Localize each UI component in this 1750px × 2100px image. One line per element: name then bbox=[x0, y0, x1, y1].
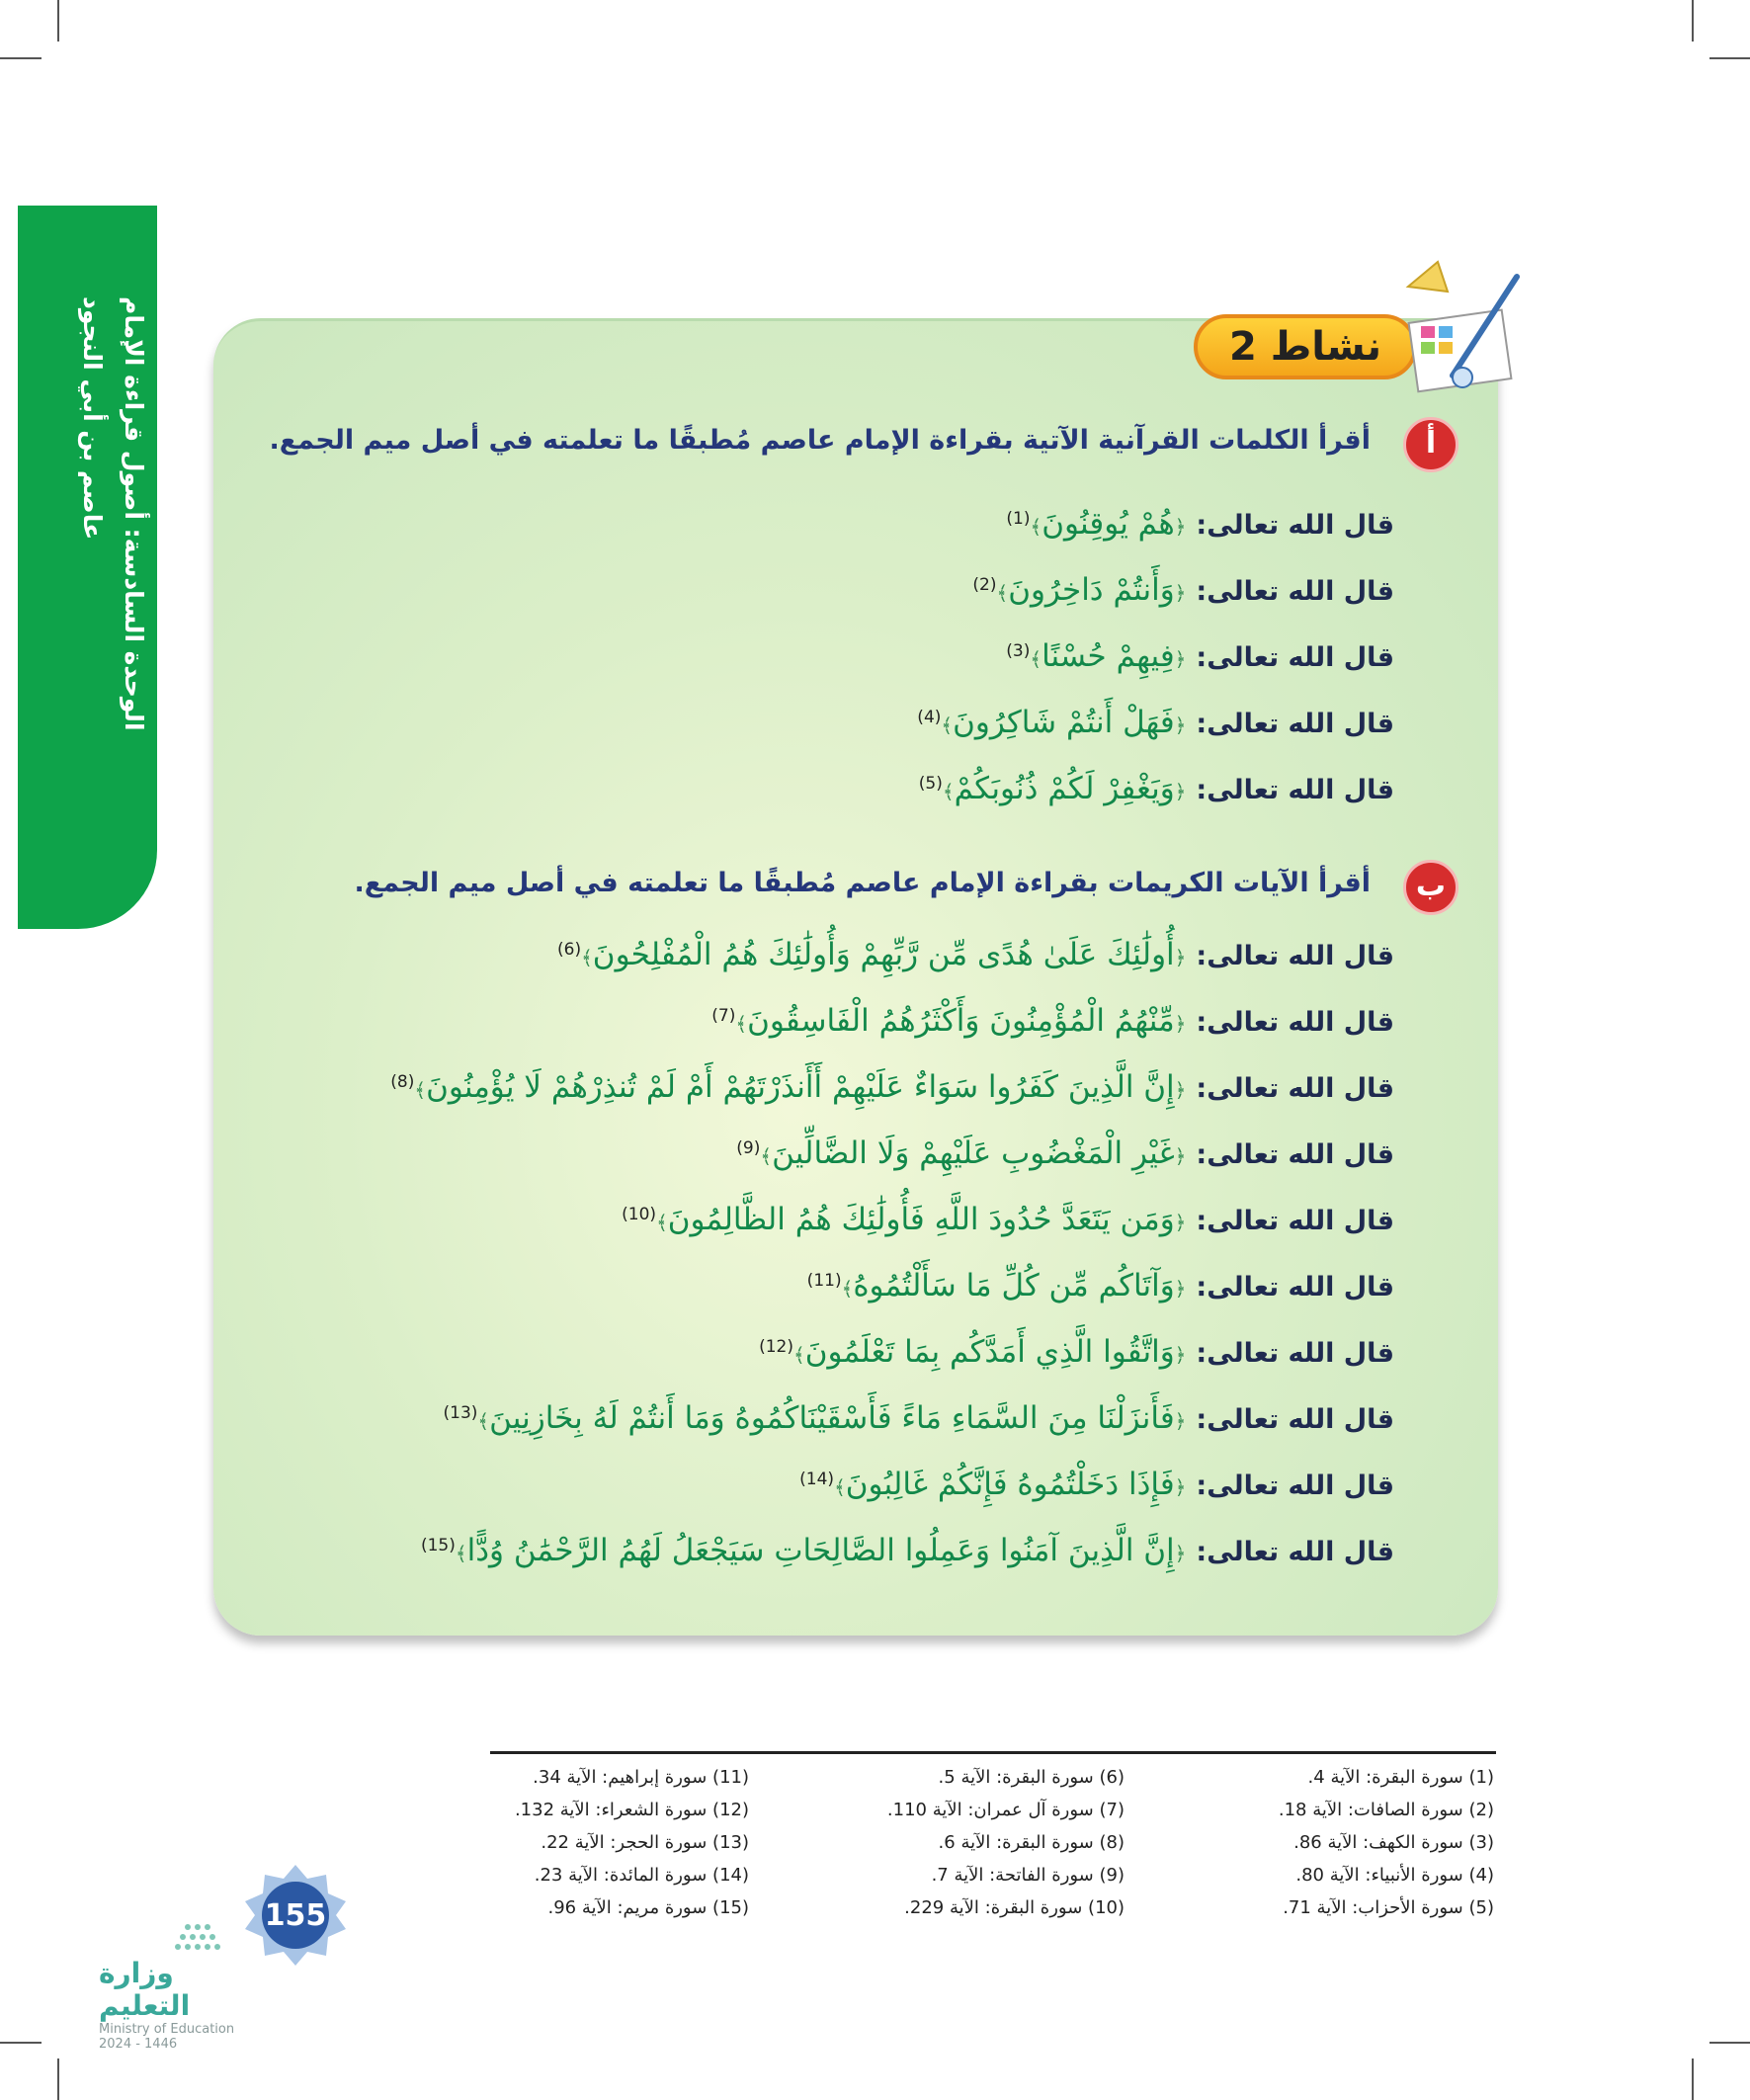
footnote-ref: (12) bbox=[759, 1337, 793, 1357]
ornament-close-icon: ﴾ bbox=[414, 1078, 427, 1102]
footnote-ref: (1) bbox=[1006, 509, 1031, 529]
ornament-open-icon: ﴿ bbox=[1174, 1409, 1187, 1433]
verse-text: فَأَنزَلْنَا مِنَ السَّمَاءِ مَاءً فَأَسْقَيْنَاكُمُوهُ وَمَا أَنتُمْ لَهُ بِخَازِنِينَ bbox=[489, 1400, 1175, 1436]
ornament-close-icon: ﴾ bbox=[941, 714, 954, 737]
section-b-verse-row bbox=[711, 1003, 1394, 1054]
ornament-close-icon: ﴾ bbox=[1030, 515, 1042, 539]
footnote-ref: (14) bbox=[799, 1470, 835, 1489]
verse-text: فَإِذَا دَخَلْتُمُوهُ فَإِنَّكُمْ غَالِبُونَ bbox=[845, 1467, 1175, 1502]
footnote-item: (7) سورة آل عمران: الآية 110. bbox=[886, 1800, 1125, 1820]
section-a-marker: أ bbox=[1403, 417, 1458, 472]
footnote-item: (11) سورة إبراهيم: الآية 34. bbox=[533, 1767, 749, 1788]
footnote-item: (14) سورة المائدة: الآية 23. bbox=[534, 1865, 749, 1886]
verse-text: هُمْ يُوقِنُونَ bbox=[1042, 506, 1175, 542]
ornament-open-icon: ﴿ bbox=[1174, 1144, 1187, 1168]
verse-text: أُولَٰئِكَ عَلَىٰ هُدًى مِّن رَّبِّهِمْ وَأُولَٰئِكَ هُمُ الْمُفْلِحُونَ bbox=[592, 937, 1175, 972]
ornament-close-icon: ﴾ bbox=[841, 1277, 854, 1301]
verse-label: قال الله تعالى: bbox=[1196, 941, 1394, 971]
footnote-item: (4) سورة الأنبياء: الآية 80. bbox=[1295, 1865, 1494, 1886]
crop-mark bbox=[0, 2042, 42, 2044]
footnote-item: (13) سورة الحجر: الآية 22. bbox=[541, 1832, 749, 1853]
verse-text: إِنَّ الَّذِينَ كَفَرُوا سَوَاءٌ عَلَيْهِمْ أَأَنذَرْتَهُمْ أَمْ لَمْ تُنذِرْهُمْ لَا يُؤْمِنُونَ bbox=[426, 1069, 1175, 1105]
verse-label: قال الله تعالى: bbox=[1196, 1404, 1394, 1435]
section-b-verse-row bbox=[444, 1400, 1395, 1452]
ornament-open-icon: ﴿ bbox=[1174, 1475, 1187, 1499]
verse-label: قال الله تعالى: bbox=[1196, 1537, 1394, 1567]
section-a-verse-row bbox=[917, 705, 1394, 756]
ornament-close-icon: ﴾ bbox=[477, 1409, 490, 1433]
ornament-open-icon: ﴿ bbox=[1174, 714, 1187, 737]
verse-label: قال الله تعالى: bbox=[1196, 1470, 1394, 1501]
verse-text: وَيَغْفِرْ لَكُمْ ذُنُوبَكُمْ bbox=[954, 771, 1175, 806]
ornament-open-icon: ﴿ bbox=[1174, 515, 1187, 539]
verse-label: قال الله تعالى: bbox=[1196, 709, 1394, 739]
crop-mark bbox=[1692, 0, 1694, 42]
verse-label: قال الله تعالى: bbox=[1196, 510, 1394, 541]
ornament-open-icon: ﴿ bbox=[1174, 1277, 1187, 1301]
section-b-instruction: أقرأ الآيات الكريمات بقراءة الإمام عاصم مُطبقًا ما تعلمته في أصل ميم الجمع. bbox=[354, 868, 1371, 898]
verse-label: قال الله تعالى: bbox=[1196, 576, 1394, 607]
ministry-dots-icon bbox=[168, 1917, 247, 1957]
crop-mark bbox=[1709, 2042, 1750, 2044]
ornament-close-icon: ﴾ bbox=[793, 1343, 805, 1367]
ornament-open-icon: ﴿ bbox=[1174, 1542, 1187, 1565]
section-b-marker: ب bbox=[1403, 860, 1458, 915]
verse-label: قال الله تعالى: bbox=[1196, 775, 1394, 805]
footnote-item: (6) سورة البقرة: الآية 5. bbox=[938, 1767, 1125, 1788]
ornament-close-icon: ﴾ bbox=[760, 1144, 773, 1168]
ornament-open-icon: ﴿ bbox=[1174, 780, 1187, 803]
verse-text: فِيهِمْ حُسْنًا bbox=[1042, 638, 1175, 674]
verse-text: وَاتَّقُوا الَّذِي أَمَدَّكُم بِمَا تَعْلَمُونَ bbox=[804, 1334, 1175, 1370]
footnote-ref: (8) bbox=[390, 1072, 415, 1092]
section-b-verse-row bbox=[557, 937, 1394, 988]
ornament-close-icon: ﴾ bbox=[834, 1475, 846, 1499]
footnote-item: (2) سورة الصافات: الآية 18. bbox=[1278, 1800, 1494, 1820]
footnote-ref: (6) bbox=[556, 940, 582, 960]
verse-text: وَأَنتُمْ دَاخِرُونَ bbox=[1008, 572, 1175, 608]
verse-text: غَيْرِ الْمَغْضُوبِ عَلَيْهِمْ وَلَا الضَّالِّينَ bbox=[772, 1135, 1175, 1171]
footnote-ref: (3) bbox=[1006, 641, 1031, 661]
unit-side-title bbox=[20, 296, 154, 850]
section-b-verse-row bbox=[421, 1533, 1394, 1584]
section-a-verse-row bbox=[919, 771, 1394, 822]
page-number: 155 bbox=[264, 1898, 327, 1933]
ornament-open-icon: ﴿ bbox=[1174, 1343, 1187, 1367]
footnote-ref: (5) bbox=[918, 774, 943, 794]
crop-mark bbox=[1692, 2058, 1694, 2100]
ornament-close-icon: ﴾ bbox=[735, 1012, 748, 1036]
ornament-close-icon: ﴾ bbox=[942, 780, 955, 803]
section-a-verse-row bbox=[1006, 638, 1394, 690]
verse-label: قال الله تعالى: bbox=[1196, 1007, 1394, 1038]
crop-mark bbox=[57, 0, 59, 42]
verse-label: قال الله تعالى: bbox=[1196, 1073, 1394, 1104]
ornament-open-icon: ﴿ bbox=[1174, 647, 1187, 671]
ministry-arabic: وزارة التعليم bbox=[99, 1957, 191, 2022]
section-a-verse-row bbox=[1006, 506, 1394, 557]
footnote-item: (5) سورة الأحزاب: الآية 71. bbox=[1283, 1897, 1494, 1918]
pen-paper-icon bbox=[1393, 247, 1532, 395]
footnote-item: (12) سورة الشعراء: الآية 132. bbox=[514, 1800, 749, 1820]
verse-text: فَهَلْ أَنتُمْ شَاكِرُونَ bbox=[953, 705, 1175, 740]
verse-label: قال الله تعالى: bbox=[1196, 642, 1394, 673]
crop-mark bbox=[0, 57, 42, 59]
ornament-close-icon: ﴾ bbox=[996, 581, 1009, 605]
verse-label: قال الله تعالى: bbox=[1196, 1206, 1394, 1236]
verse-text: مِّنْهُمُ الْمُؤْمِنُونَ وَأَكْثَرُهُمُ الْفَاسِقُونَ bbox=[747, 1003, 1175, 1039]
section-b-verse-row bbox=[799, 1467, 1394, 1518]
section-b-verse-row bbox=[736, 1135, 1394, 1187]
ornament-open-icon: ﴿ bbox=[1174, 946, 1187, 969]
crop-mark bbox=[1709, 57, 1750, 59]
section-b-verse-row bbox=[759, 1334, 1394, 1386]
verse-text: إِنَّ الَّذِينَ آمَنُوا وَعَمِلُوا الصَّالِحَاتِ سَيَجْعَلُ لَهُمُ الرَّحْمَٰنُ وُدًّا bbox=[466, 1533, 1175, 1568]
verse-text: وَآتَاكُم مِّن كُلِّ مَا سَأَلْتُمُوهُ bbox=[853, 1268, 1175, 1303]
ornament-close-icon: ﴾ bbox=[1030, 647, 1042, 671]
ornament-open-icon: ﴿ bbox=[1174, 1078, 1187, 1102]
ornament-close-icon: ﴾ bbox=[455, 1542, 467, 1565]
footnote-item: (9) سورة الفاتحة: الآية 7. bbox=[931, 1865, 1125, 1886]
section-b-verse-row bbox=[807, 1268, 1394, 1319]
footnote-item: (3) سورة الكهف: الآية 86. bbox=[1293, 1832, 1494, 1853]
page-number-badge bbox=[245, 1865, 346, 1966]
footnote-item: (10) سورة البقرة: الآية 229. bbox=[904, 1897, 1125, 1918]
section-b-verse-row bbox=[390, 1069, 1394, 1121]
footnote-item: (1) سورة البقرة: الآية 4. bbox=[1307, 1767, 1494, 1788]
verse-text: وَمَن يَتَعَدَّ حُدُودَ اللَّهِ فَأُولَٰئِكَ هُمُ الظَّالِمُونَ bbox=[667, 1202, 1175, 1237]
crop-mark bbox=[57, 2058, 59, 2100]
footnote-ref: (9) bbox=[736, 1138, 761, 1158]
unit-name-line: عاصم بن أبي النجود bbox=[78, 296, 107, 541]
ornament-open-icon: ﴿ bbox=[1174, 1012, 1187, 1036]
ornament-open-icon: ﴿ bbox=[1174, 581, 1187, 605]
footnote-ref: (10) bbox=[622, 1205, 657, 1224]
footnote-divider bbox=[490, 1751, 1496, 1754]
ministry-logo bbox=[99, 1957, 267, 2052]
ornament-close-icon: ﴾ bbox=[581, 946, 593, 969]
footnote-ref: (2) bbox=[972, 575, 997, 595]
footnote-ref: (7) bbox=[711, 1006, 736, 1026]
footnote-ref: (13) bbox=[443, 1403, 478, 1423]
section-b-verse-row bbox=[622, 1202, 1394, 1253]
ministry-english: Ministry of Education bbox=[99, 2022, 235, 2037]
ornament-close-icon: ﴾ bbox=[656, 1211, 668, 1234]
verse-label: قال الله تعالى: bbox=[1196, 1139, 1394, 1170]
footnote-ref: (4) bbox=[917, 708, 942, 727]
verse-label: قال الله تعالى: bbox=[1196, 1338, 1394, 1369]
footnote-ref: (11) bbox=[806, 1271, 842, 1291]
footnote-ref: (15) bbox=[420, 1536, 456, 1555]
footnote-item: (8) سورة البقرة: الآية 6. bbox=[938, 1832, 1125, 1853]
ministry-year: 2024 - 1446 bbox=[99, 2037, 178, 2052]
verse-label: قال الله تعالى: bbox=[1196, 1272, 1394, 1302]
unit-line: الوحدة السادسة: أصول قراءة الإمام bbox=[120, 296, 148, 731]
section-a-verse-row bbox=[972, 572, 1394, 624]
footnote-item: (15) سورة مريم: الآية 96. bbox=[547, 1897, 749, 1918]
activity-badge: نشاط 2 bbox=[1194, 314, 1417, 379]
ornament-open-icon: ﴿ bbox=[1174, 1211, 1187, 1234]
section-a-instruction: أقرأ الكلمات القرآنية الآتية بقراءة الإمام عاصم مُطبقًا ما تعلمته في أصل ميم الجمع. bbox=[269, 425, 1371, 456]
